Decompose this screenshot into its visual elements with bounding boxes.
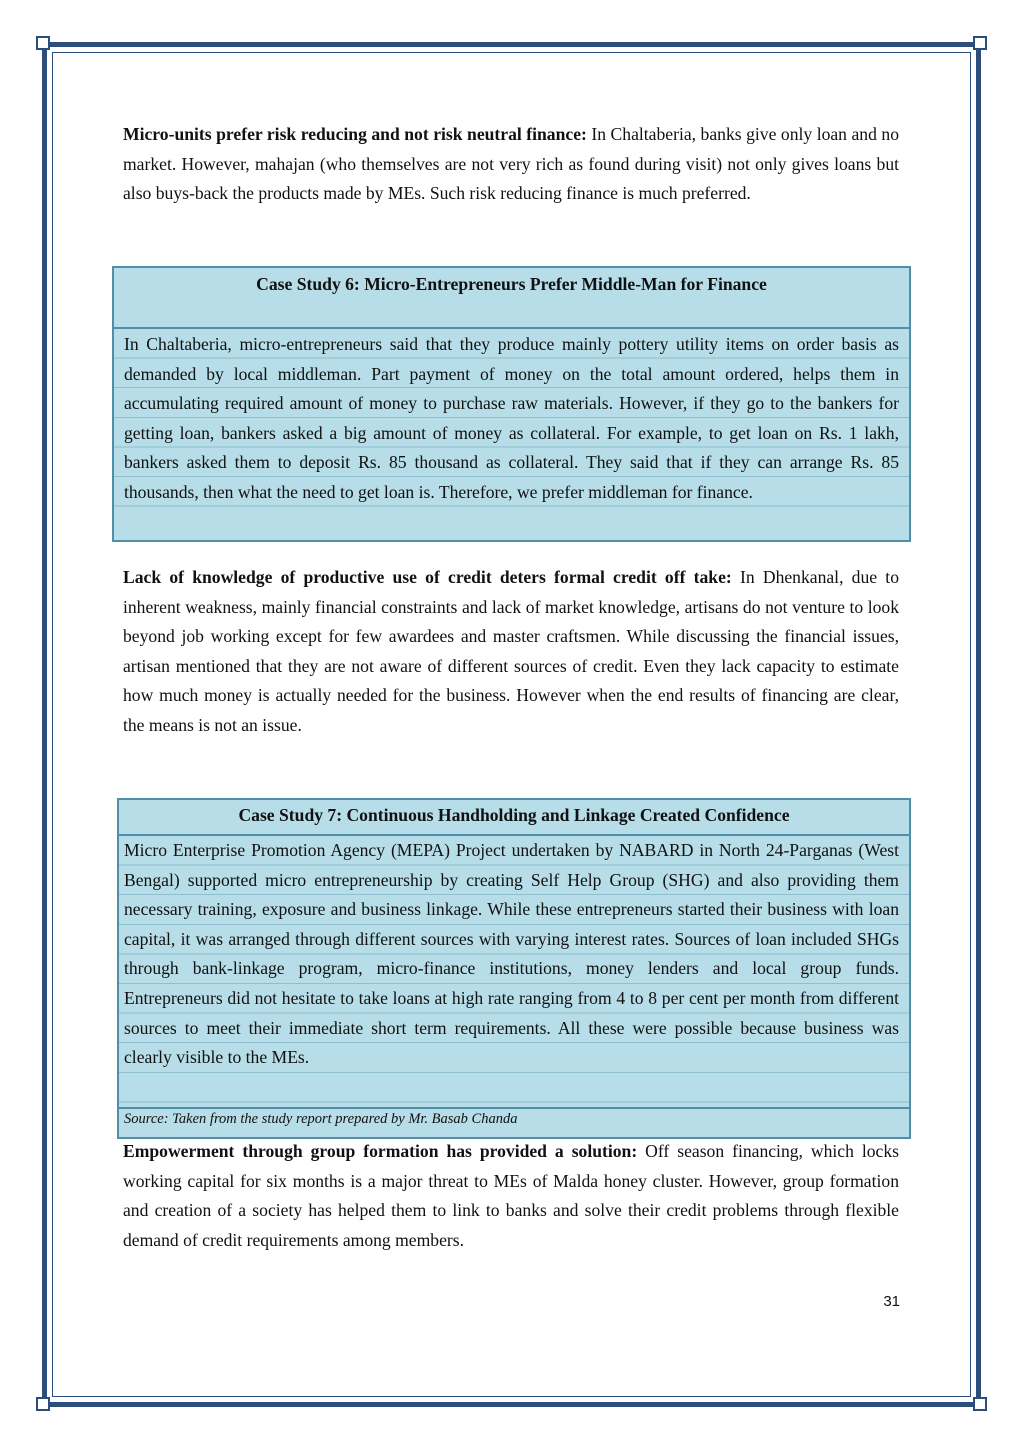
case-study-7-body: Micro Enterprise Promotion Agency (MEPA) Project undertaken by NABARD in North 24-Parganas (West Bengal) supported micro entrepreneurship by creating Self Help Group (SHG) and also providing them necessary training, exposure and business linkage. While these entrepreneurs started their business with loan capital, it was arranged through different sources with varying interest rates. Sources of loan included SHGs through bank-linkage program, micro-finance institutions, money lenders and local group funds. Entrepreneurs did not hesitate to take loans at high rate ranging from 4 to 8 per cent per month from different sources to meet their immediate short term requirements. All these were possible because business was clearly visible to the MEs. xyxy=(119,836,909,1107)
page-border-corner xyxy=(973,1397,987,1411)
case-study-6-title: Case Study 6: Micro-Entrepreneurs Prefer Middle-Man for Finance xyxy=(114,268,909,329)
paragraph-text: Off season financing, which locks working capital for six months is a major threat to MEs of Malda honey cluster. However, group formation and creation of a society has helped them to link to banks and solve their credit problems through flexible demand of credit requirements among members. xyxy=(123,1141,899,1250)
paragraph-lead: Lack of knowledge of productive use of credit deters formal credit off take: xyxy=(123,567,732,587)
paragraph-text: In Chaltaberia, banks give only loan and no market. However, mahajan (who themselves are not very rich as found during visit) not only gives loans but also buys-back the products made by MEs. Such risk reducing finance is much preferred. xyxy=(123,124,899,204)
paragraph-lead: Micro-units prefer risk reducing and not risk neutral finance: xyxy=(123,124,587,144)
case-study-7-title: Case Study 7: Continuous Handholding and Linkage Created Confidence xyxy=(119,800,909,836)
page-number: 31 xyxy=(883,1293,900,1310)
case-study-6-box xyxy=(112,266,911,542)
page-border-corner xyxy=(36,1397,50,1411)
paragraph-text: In Dhenkanal, due to inherent weakness, mainly financial constraints and lack of market knowledge, artisans do not venture to look beyond job working except for few awardees and master craftsmen. While discussing the financial issues, artisan mentioned that they are not aware of different sources of credit. Even they lack capacity to estimate how much money is actually needed for the business. However when the end results of financing are clear, the means is not an issue. xyxy=(123,567,899,735)
page-border-corner xyxy=(36,36,50,50)
paragraph-risk-reducing-finance xyxy=(123,120,899,209)
paragraph-group-formation xyxy=(123,1137,899,1255)
case-study-7-source: Source: Taken from the study report prepared by Mr. Basab Chanda xyxy=(119,1107,909,1137)
paragraph-lack-of-knowledge xyxy=(123,563,899,741)
paragraph-lead: Empowerment through group formation has provided a solution: xyxy=(123,1141,638,1161)
page-border-corner xyxy=(973,36,987,50)
case-study-6-body: In Chaltaberia, micro-entrepreneurs said that they produce mainly pottery utility items on order basis as demanded by local middleman. Part payment of money on the total amount ordered, helps them in accumulating required amount of money to purchase raw materials. However, if they go to the bankers for getting loan, bankers asked a big amount of money as collateral. For example, to get loan on Rs. 1 lakh, bankers asked them to deposit Rs. 85 thousand as collateral. They said that if they can arrange Rs. 85 thousands, then what the need to get loan is. Therefore, we prefer middleman for finance. xyxy=(114,329,909,508)
case-study-7-box xyxy=(117,798,911,1139)
